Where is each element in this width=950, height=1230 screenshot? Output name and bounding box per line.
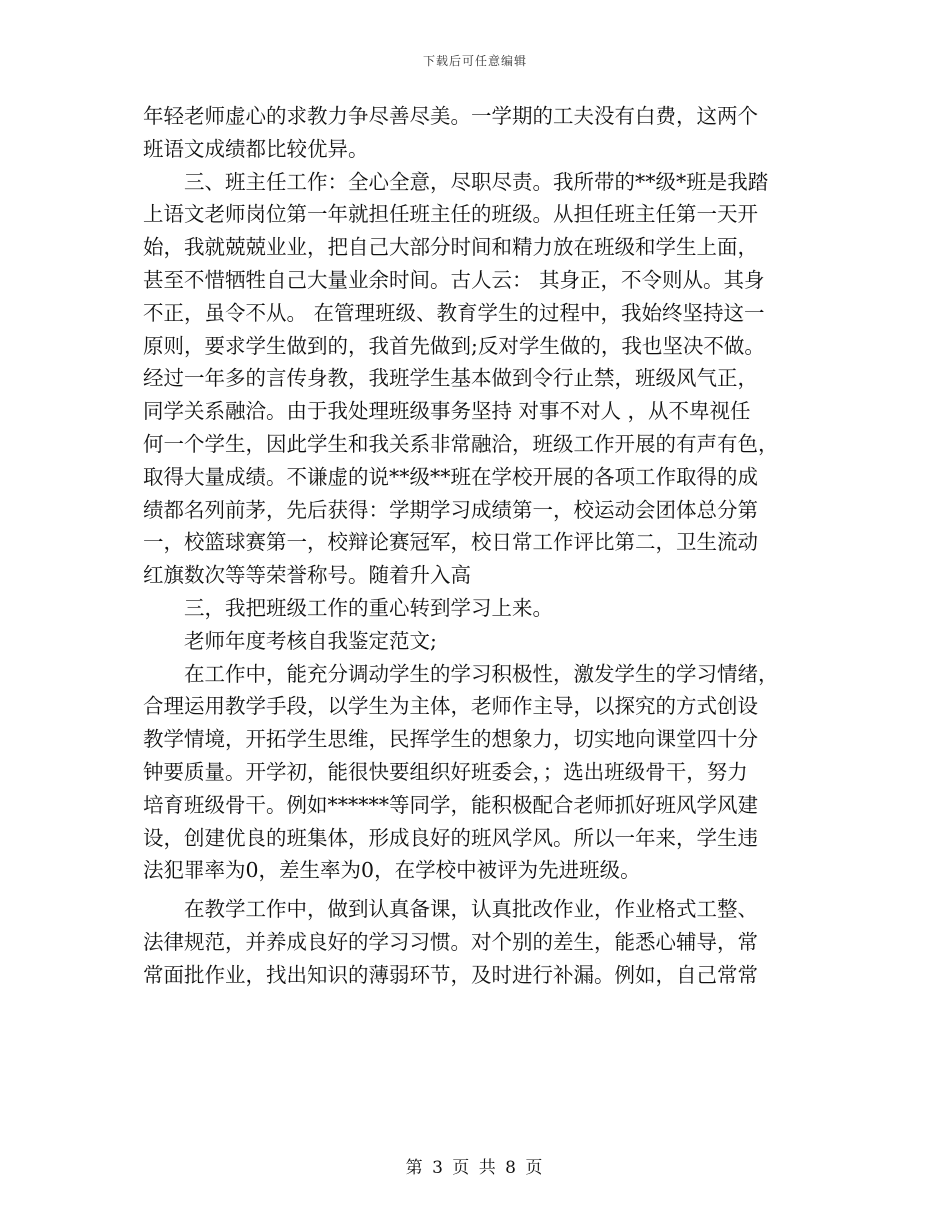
text-line: 三、班主任工作：全心全意，尽职尽责。我所带的**级*班是我踏 xyxy=(184,169,769,194)
text-line: 甚至不惜牺牲自己大量业余时间。古人云： 其身正，不令则从。其身 xyxy=(143,267,765,292)
text-line: 老师年度考核自我鉴定范文; xyxy=(184,628,437,653)
text-line: 三，我把班级工作的重心转到学习上来。 xyxy=(184,595,553,620)
paragraph xyxy=(143,893,811,991)
text-line: 在工作中，能充分调动学生的学习积极性，激发学生的学习情绪， xyxy=(184,661,779,686)
paragraph xyxy=(143,658,811,888)
text-line: 一，校篮球赛第一，校辩论赛冠军，校日常工作评比第二，卫生流动 xyxy=(143,530,758,555)
text-line: 教学情境，开拓学生思维，民挥学生的想象力，切实地向课堂四十分 xyxy=(143,727,758,752)
text-line: 原则，要求学生做到的，我首先做到;反对学生做的，我也坚决不做。 xyxy=(143,333,765,358)
text-line: 何一个学生，因此学生和我关系非常融洽，班级工作开展的有声有色， xyxy=(143,431,779,456)
paragraph xyxy=(143,166,811,592)
text-line: 合理运用教学手段，以学生为主体，老师作主导，以探究的方式创设 xyxy=(143,694,758,719)
paragraph xyxy=(143,625,811,658)
text-line: 常面批作业，找出知识的薄弱环节，及时进行补漏。例如，自己常常 xyxy=(143,962,758,987)
text-line: 设，创建优良的班集体，形成良好的班风学风。所以一年来，学生违 xyxy=(143,825,758,850)
text-line: 经过一年多的言传身教，我班学生基本做到令行止禁，班级风气正， xyxy=(143,366,758,391)
text-line: 上语文老师岗位第一年就担任班主任的班级。从担任班主任第一天开 xyxy=(143,202,758,227)
page-header: 下载后可任意编辑 xyxy=(422,54,527,68)
text-line: 班语文成绩都比较优异。 xyxy=(143,136,369,161)
text-line: 取得大量成绩。不谦虚的说**级**班在学校开展的各项工作取得的成 xyxy=(143,464,758,489)
paragraph xyxy=(143,100,811,166)
text-line: 年轻老师虚心的求教力争尽善尽美。一学期的工夫没有白费，这两个 xyxy=(143,104,758,128)
text-line: 法犯罪率为0，差生率为0，在学校中被评为先进班级。 xyxy=(143,858,641,883)
text-line: 钟要质量。开学初，能很快要组织好班委会，；选出班级骨干，努力 xyxy=(143,759,748,784)
document-body xyxy=(143,100,811,992)
text-line: 红旗数次等等荣誉称号。随着升入高 xyxy=(143,563,471,588)
text-line: 在教学工作中，做到认真备课，认真批改作业，作业格式工整、 xyxy=(184,897,758,922)
paragraph xyxy=(143,592,811,625)
text-line: 始，我就兢兢业业，把自己大部分时间和精力放在班级和学生上面， xyxy=(143,235,758,260)
text-line: 同学关系融洽。由于我处理班级事务坚持 对事不对人 ，从不卑视任 xyxy=(143,399,751,424)
text-line: 法律规范，并养成良好的学习习惯。对个别的差生，能悉心辅导，常 xyxy=(143,929,758,954)
text-line: 培育班级骨干。例如******等同学，能积极配合老师抓好班风学风建 xyxy=(143,792,758,817)
text-line: 绩都名列前茅，先后获得：学期学习成绩第一，校运动会团体总分第 xyxy=(143,497,758,522)
text-line: 不正，虽令不从。 在管理班级、教育学生的过程中，我始终坚持这一 xyxy=(143,300,765,325)
page-number: 第 3 页 共 8 页 xyxy=(405,1158,545,1178)
